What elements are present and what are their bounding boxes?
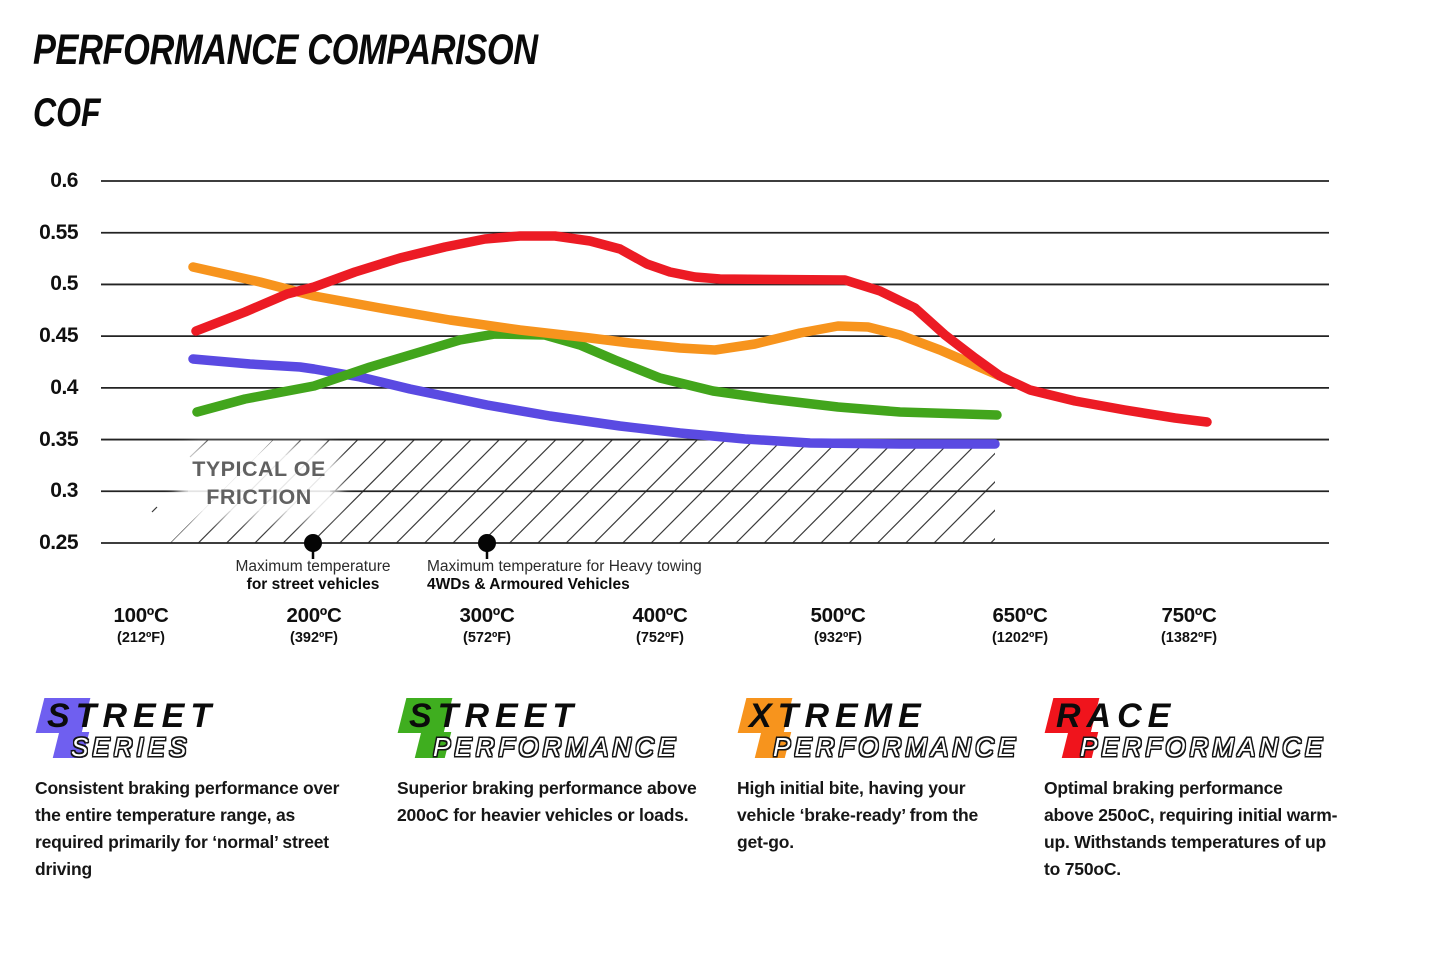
x-tick-fahrenheit: (212ºF) — [116, 630, 165, 646]
logo-word1: STREET — [47, 697, 218, 735]
legend-description-line: High initial bite, having your — [737, 778, 966, 798]
legend-description-line: up. Withstands temperatures of up — [1044, 832, 1327, 852]
logo-word1: XTREME — [749, 697, 927, 735]
y-tick-label: 0.45 — [39, 324, 78, 348]
legend-item-xtreme-performance — [737, 697, 1019, 856]
logo-word2: PERFORMANCE — [773, 732, 1020, 762]
y-tick-label: 0.25 — [39, 530, 78, 554]
product-logo — [737, 697, 1019, 767]
x-tick-label — [590, 604, 730, 646]
annotation-line2: 4WDs & Armoured Vehicles — [427, 576, 630, 593]
x-tick-celsius: 750ºC — [1161, 604, 1217, 627]
legend-description-line: the entire temperature range, as — [35, 805, 296, 825]
max-temperature-marker-dot — [304, 534, 322, 552]
logo-word2: SERIES — [71, 732, 191, 762]
curve-street-performance — [197, 334, 997, 415]
legend-description — [35, 775, 375, 883]
legend-description-line: get-go. — [737, 832, 794, 852]
annotation-towing-max-temp — [427, 558, 767, 594]
legend-description-line: Optimal braking performance — [1044, 778, 1283, 798]
legend-description — [397, 775, 727, 829]
typical-oe-friction-label — [188, 455, 330, 511]
band-label-line1: TYPICAL OE — [192, 457, 326, 481]
annotation-line1: Maximum temperature — [235, 558, 391, 575]
x-tick-celsius: 500ºC — [810, 604, 866, 627]
legend-description — [737, 775, 1015, 856]
x-tick-celsius: 200ºC — [286, 604, 342, 627]
x-tick-label — [768, 604, 908, 646]
legend-description-line: vehicle ‘brake-ready’ from the — [737, 805, 979, 825]
y-tick-label: 0.5 — [50, 272, 78, 296]
x-tick-fahrenheit: (752ºF) — [635, 630, 684, 646]
x-tick-celsius: 100ºC — [113, 604, 169, 627]
product-logo — [35, 697, 375, 767]
x-tick-label — [1119, 604, 1259, 646]
x-tick-label — [244, 604, 384, 646]
logo-word1: RACE — [1056, 697, 1177, 735]
legend-item-street-performance — [397, 697, 727, 829]
hatch-fragment — [152, 507, 157, 512]
max-temperature-marker-dot — [478, 534, 496, 552]
y-tick-label: 0.3 — [50, 479, 78, 503]
annotation-street-max-temp — [163, 558, 463, 594]
legend-description-line: Consistent braking performance over — [35, 778, 340, 798]
legend-description-line: to 750oC. — [1044, 859, 1121, 879]
legend-description — [1044, 775, 1362, 883]
x-tick-fahrenheit: (392ºF) — [289, 630, 338, 646]
legend-description-line: above 250oC, requiring initial warm- — [1044, 805, 1338, 825]
legend-item-race-performance — [1044, 697, 1362, 883]
product-logo — [1044, 697, 1362, 767]
annotation-line1: Maximum temperature for Heavy towing — [427, 558, 702, 575]
y-axis-title: COF — [33, 91, 101, 135]
y-tick-label: 0.4 — [50, 375, 78, 399]
annotation-line2: for street vehicles — [246, 576, 380, 593]
x-tick-label — [417, 604, 557, 646]
logo-word1: STREET — [409, 697, 580, 735]
y-tick-label: 0.6 — [50, 169, 78, 192]
x-tick-celsius: 300ºC — [459, 604, 515, 627]
x-tick-celsius: 400ºC — [632, 604, 688, 627]
legend-description-line: 200oC for heavier vehicles or loads. — [397, 805, 689, 825]
x-tick-fahrenheit: (932ºF) — [813, 630, 862, 646]
x-tick-label — [950, 604, 1090, 646]
curve-race-performance — [196, 236, 1207, 422]
legend-description-line: Superior braking performance above — [397, 778, 697, 798]
x-tick-celsius: 650ºC — [992, 604, 1048, 627]
x-tick-label — [71, 604, 211, 646]
x-tick-fahrenheit: (1382ºF) — [1160, 630, 1218, 646]
y-tick-label: 0.55 — [39, 220, 78, 244]
logo-word2: PERFORMANCE — [433, 732, 680, 762]
page-title: PERFORMANCE COMPARISON — [33, 26, 538, 74]
legend-item-street-series — [35, 697, 375, 883]
band-label-line2: FRICTION — [206, 485, 312, 509]
curve-street-series — [193, 359, 995, 444]
product-logo — [397, 697, 727, 767]
legend-description-line: required primarily for ‘normal’ street — [35, 832, 329, 852]
legend-description-line: driving — [35, 859, 92, 879]
x-tick-fahrenheit: (572ºF) — [462, 630, 511, 646]
x-tick-fahrenheit: (1202ºF) — [991, 630, 1049, 646]
y-tick-label: 0.35 — [39, 427, 78, 451]
logo-word2: PERFORMANCE — [1080, 732, 1327, 762]
